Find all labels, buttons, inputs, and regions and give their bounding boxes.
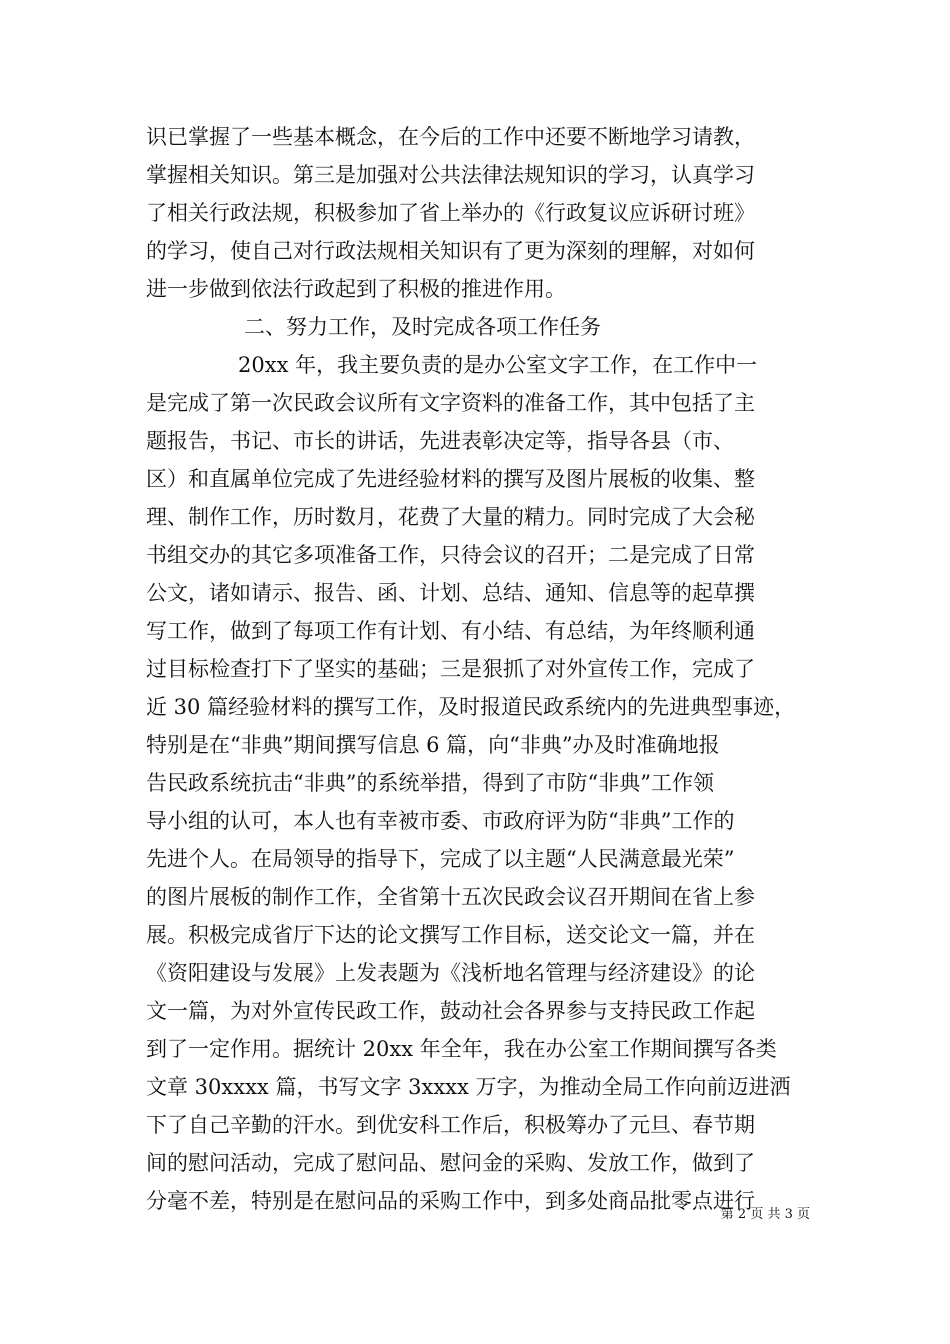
body-text-line: 文章 30xxxx 篇，书写文字 3xxxx 万字，为推动全局工作向前迈进洒: [146, 1075, 791, 1099]
body-text-line: 进一步做到依法行政起到了积极的推进作用。: [146, 277, 566, 301]
body-text-line: 题报告，书记、市长的讲话，先进表彰决定等，指导各县（市、: [146, 429, 734, 453]
body-text-line: 的学习，使自己对行政法规相关知识有了更为深刻的理解，对如何: [146, 239, 755, 263]
body-text-line: 是完成了第一次民政会议所有文字资料的准备工作，其中包括了主: [146, 391, 755, 415]
body-text-line: 间的慰问活动，完成了慰问品、慰问金的采购、发放工作，做到了: [146, 1151, 755, 1175]
body-text-line: 公文，诸如请示、报告、函、计划、总结、通知、信息等的起草撰: [146, 581, 755, 605]
body-text-line: 书组交办的其它多项准备工作，只待会议的召开；二是完成了日常: [146, 543, 755, 567]
body-text-line: 过目标检查打下了坚实的基础；三是狠抓了对外宣传工作，完成了: [146, 657, 755, 681]
body-text-line: 文一篇，为对外宣传民政工作，鼓动社会各界参与支持民政工作起: [146, 999, 755, 1023]
body-text-line: 分毫不差，特别是在慰问品的采购工作中，到多处商品批零点进行: [146, 1189, 755, 1213]
body-text-line: 到了一定作用。据统计 20xx 年全年，我在办公室工作期间撰写各类: [146, 1037, 777, 1061]
section-heading: 二、努力工作，及时完成各项工作任务: [244, 315, 601, 339]
body-text-line: 告民政系统抗击“非典”的系统举措，得到了市防“非典”工作领: [146, 771, 714, 795]
body-text-line: 的图片展板的制作工作，全省第十五次民政会议召开期间在省上参: [146, 885, 755, 909]
body-text-line: 了相关行政法规，积极参加了省上举办的《行政复议应诉研讨班》: [146, 201, 755, 225]
body-text-line: 特别是在“非典”期间撰写信息 6 篇，向“非典”办及时准确地报: [146, 733, 720, 757]
page-number-footer: 第 2 页 共 3 页: [720, 1207, 810, 1222]
body-text-line: 导小组的认可，本人也有幸被市委、市政府评为防“非典”工作的: [146, 809, 735, 833]
body-text-line: 理、制作工作，历时数月，花费了大量的精力。同时完成了大会秘: [146, 505, 755, 529]
body-text-line: 掌握相关知识。第三是加强对公共法律法规知识的学习，认真学习: [146, 163, 755, 187]
body-text-line: 识已掌握了一些基本概念，在今后的工作中还要不断地学习请教，: [146, 125, 755, 149]
body-text-line: 区）和直属单位完成了先进经验材料的撰写及图片展板的收集、整: [146, 467, 755, 491]
paragraph-first-line: 20xx 年，我主要负责的是办公室文字工作，在工作中一: [238, 353, 758, 377]
body-text-line: 近 30 篇经验材料的撰写工作，及时报道民政系统内的先进典型事迹，: [146, 695, 796, 719]
body-text-line: 先进个人。在局领导的指导下，完成了以主题“人民满意最光荣”: [146, 847, 735, 871]
body-text-line: 写工作，做到了每项工作有计划、有小结、有总结，为年终顺利通: [146, 619, 755, 643]
body-text-line: 展。积极完成省厅下达的论文撰写工作目标，送交论文一篇，并在: [146, 923, 755, 947]
body-text-line: 《资阳建设与发展》上发表题为《浅析地名管理与经济建设》的论: [146, 961, 755, 985]
body-text-line: 下了自己辛勤的汗水。到优安科工作后，积极筹办了元旦、春节期: [146, 1113, 755, 1137]
